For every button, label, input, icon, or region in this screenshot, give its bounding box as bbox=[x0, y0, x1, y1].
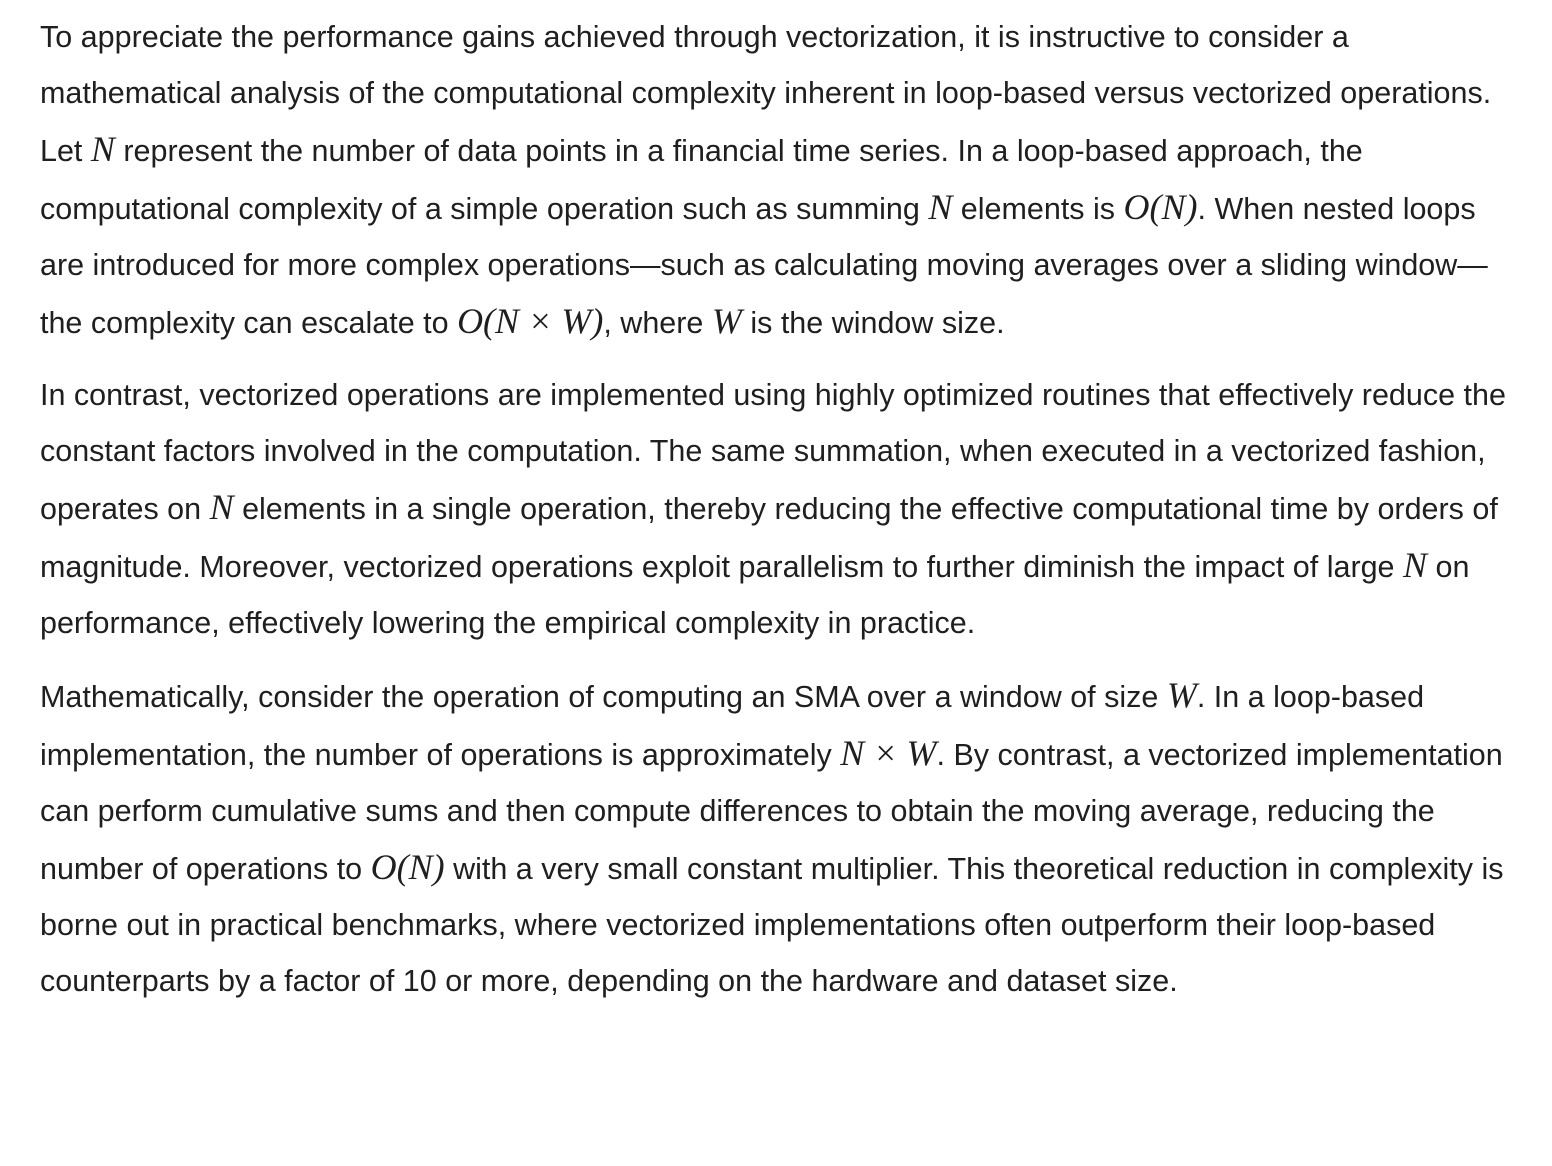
text-run: with a very small constant multiplier. This theoretical reduction in complexity is borne out in practical benchmarks, where vectorized implementations often outperform their loop-based counterparts by a factor of 10 or more, depending on the hardware and dataset size. bbox=[40, 852, 1504, 998]
text-run: elements in a single operation, thereby reducing the effective computational time by orders of magnitude. Moreover, vectorized operations exploit parallelism to further diminish the impact of large bbox=[40, 492, 1498, 584]
text-run: . When nested loops are introduced for more complex operations—such as calculating moving averages over a sliding window—the complexity can escalate to bbox=[40, 192, 1488, 340]
text-run: . By contrast, a vectorized implementation can perform cumulative sums and then compute differences to obtain the moving average, reducing the number of operations to bbox=[40, 738, 1503, 886]
text-run: is the window size. bbox=[741, 306, 1005, 340]
math-n: N bbox=[928, 187, 953, 227]
text-run: , where bbox=[603, 306, 712, 340]
text-run: . In a loop-based implementation, the number of operations is approximately bbox=[40, 680, 1425, 772]
text-run: To appreciate the performance gains achieved through vectorization, it is instructive to consider a mathematical analysis of the computational complexity inherent in loop-based versus vectorized operations. Let bbox=[40, 20, 1492, 168]
math-n-times-w: N × W bbox=[840, 733, 937, 773]
paragraph-vectorized-contrast bbox=[40, 367, 1512, 651]
math-w: W bbox=[711, 301, 742, 341]
text-run: In contrast, vectorized operations are implemented using highly optimized routines that effectively reduce the constant factors involved in the computation. The same summation, when executed in a vectorized fashion, operates on bbox=[40, 378, 1506, 526]
paragraph-sma-analysis bbox=[40, 667, 1512, 1009]
text-run: elements is bbox=[952, 192, 1124, 226]
math-big-o-n: O(N) bbox=[370, 847, 445, 887]
math-n: N bbox=[1403, 545, 1428, 585]
math-n: N bbox=[209, 487, 234, 527]
math-big-o-n: O(N) bbox=[1123, 187, 1198, 227]
math-n: N bbox=[90, 129, 115, 169]
text-run: on performance, effectively lowering the empirical complexity in practice. bbox=[40, 550, 1470, 640]
math-w: W bbox=[1166, 675, 1197, 715]
math-big-o-n-times-w: O(N × W) bbox=[457, 301, 604, 341]
text-run: Mathematically, consider the operation of computing an SMA over a window of size bbox=[40, 680, 1167, 714]
text-run: represent the number of data points in a financial time series. In a loop-based approach, the computational complexity of a simple operation such as summing bbox=[40, 134, 1363, 226]
paragraph-complexity-analysis bbox=[40, 9, 1512, 351]
